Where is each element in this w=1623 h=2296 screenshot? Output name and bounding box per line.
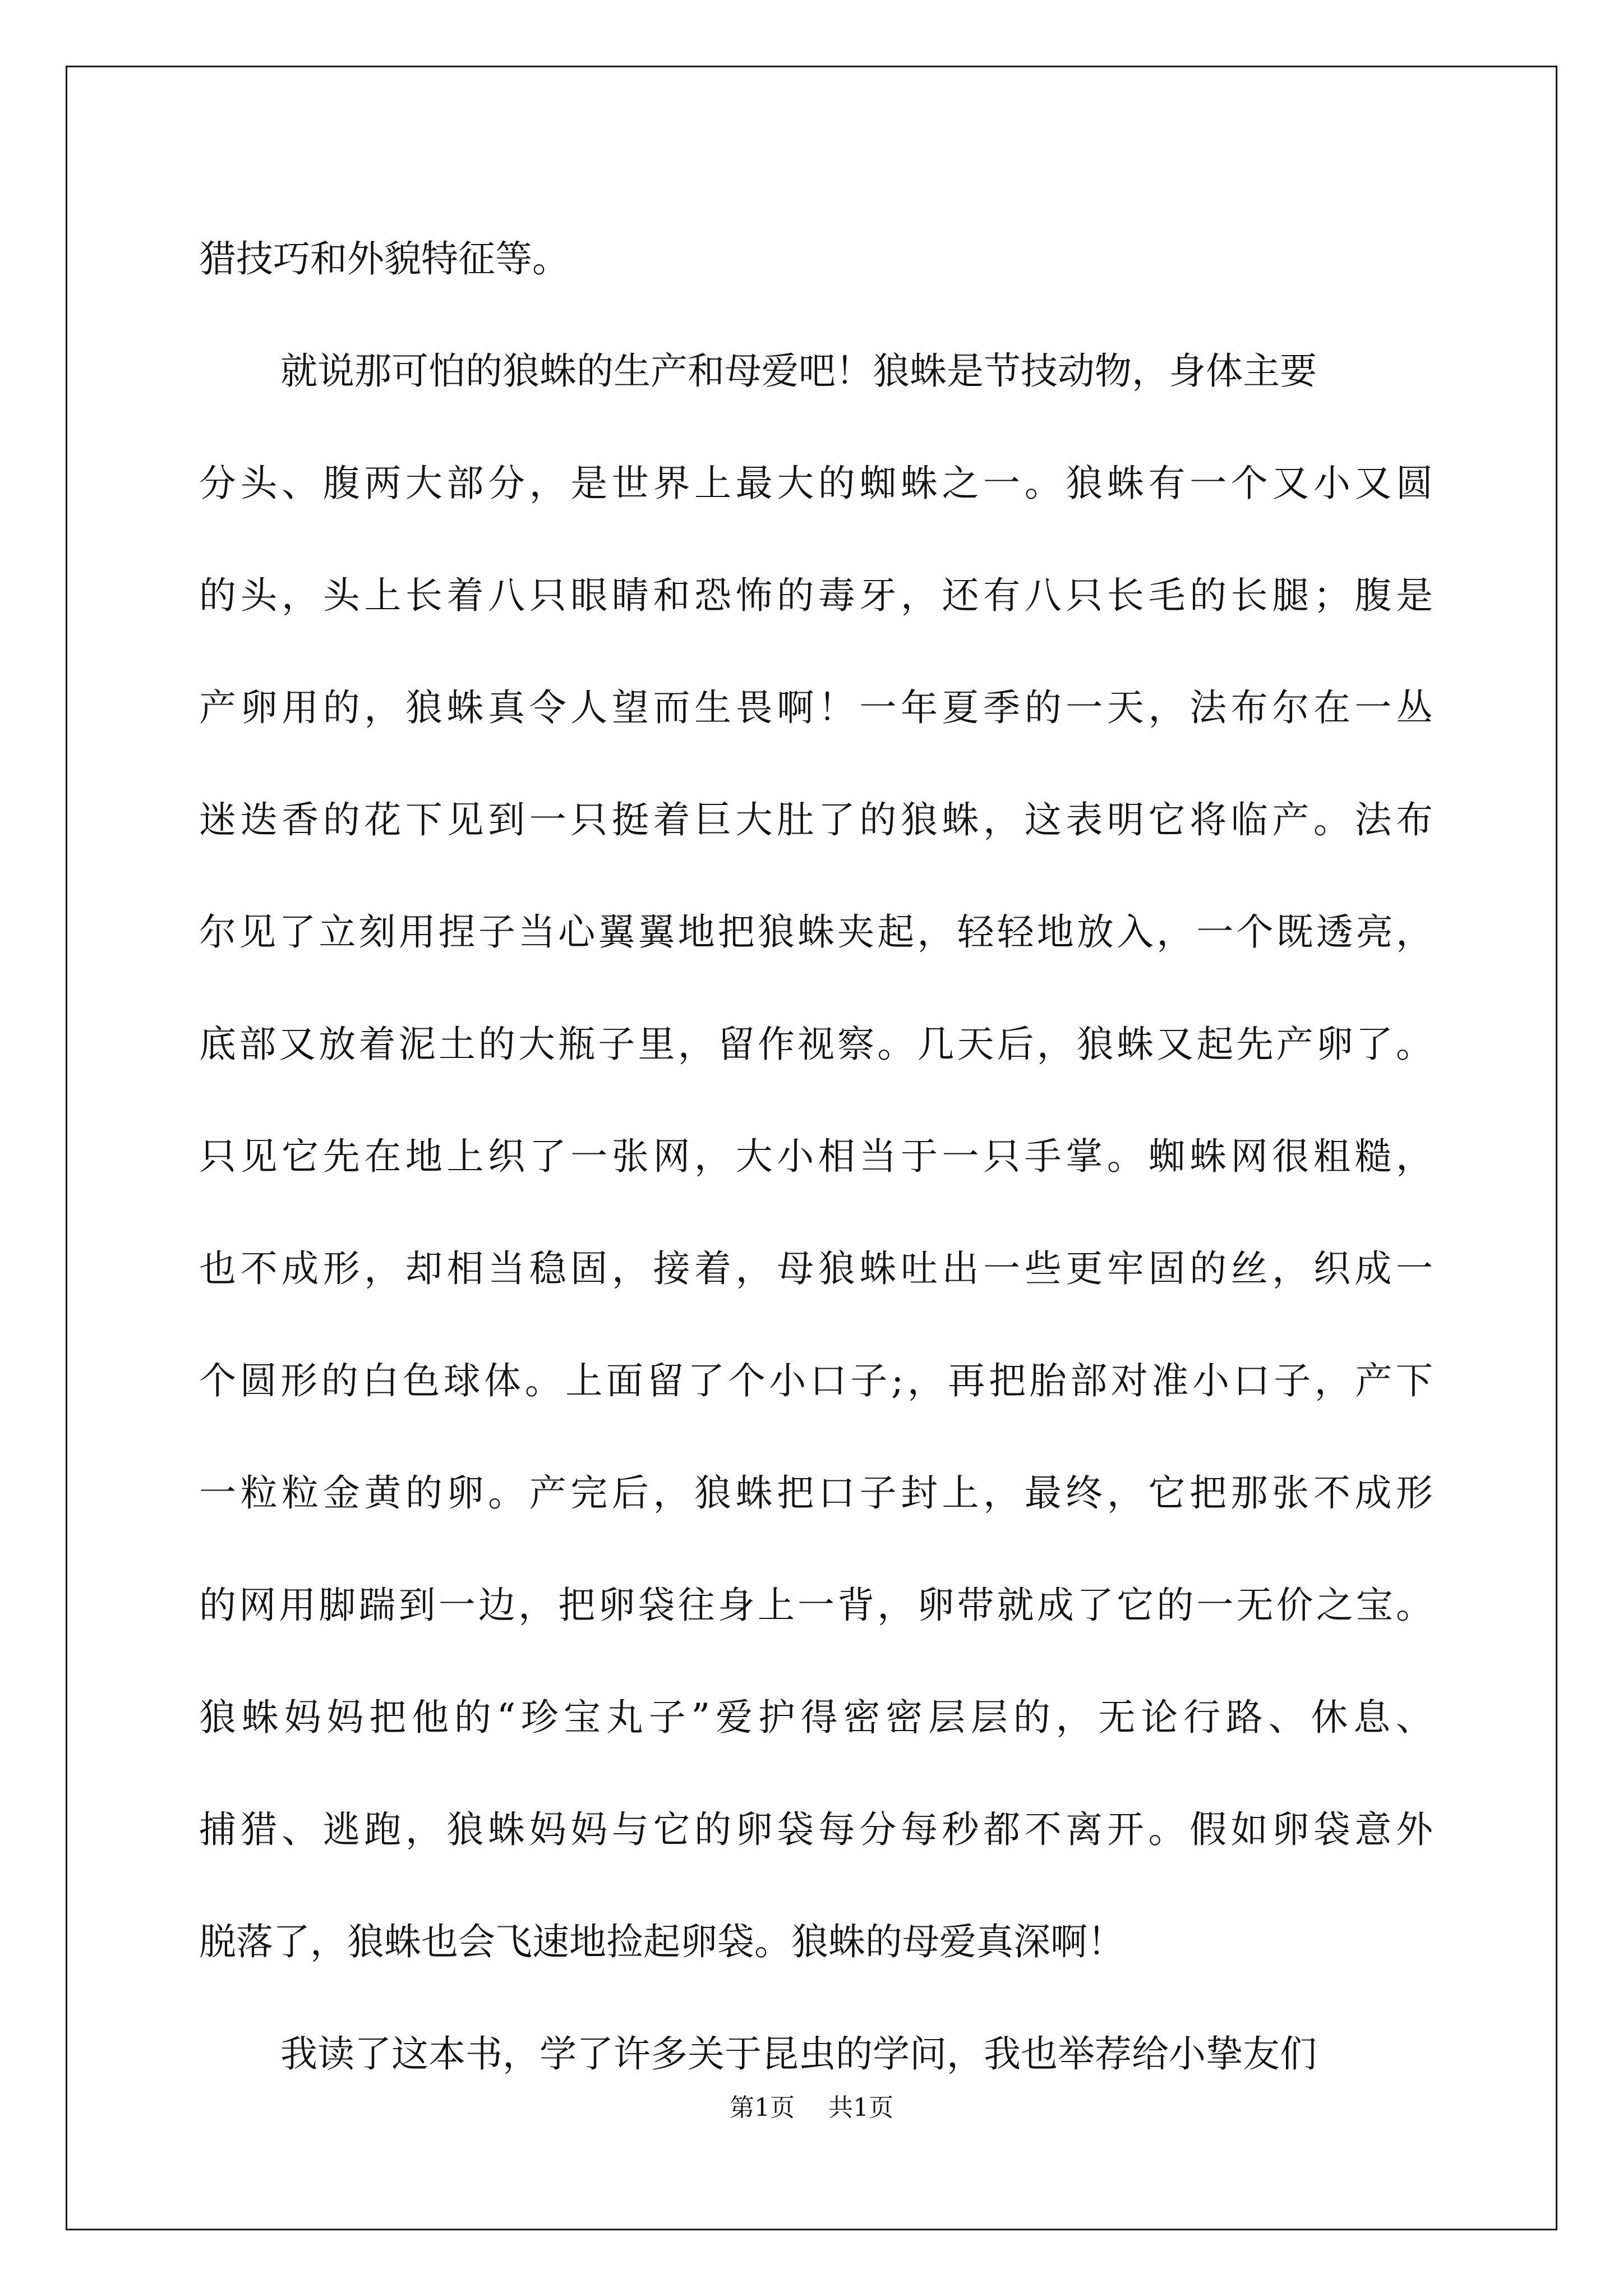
text-line: 狼蛛妈妈把他的“珍宝丸子”爱护得密密层层的，无论行路、休息、 <box>199 1696 1433 1739</box>
text-line: 产卵用的，狼蛛真令人望而生畏啊！一年夏季的一天，法布尔在一丛 <box>199 686 1433 729</box>
text-line: 只见它先在地上织了一张网，大小相当于一只手掌。蜘蛛网很粗糙， <box>199 1135 1433 1178</box>
text-line: 就说那可怕的狼蛛的生产和母爱吧！狼蛛是节技动物，身体主要 <box>280 349 1317 393</box>
text-line: 分头、腹两大部分，是世界上最大的蜘蛛之一。狼蛛有一个又小又圆 <box>199 462 1433 505</box>
text-line: 一粒粒金黄的卵。产完后，狼蛛把口子封上，最终，它把那张不成形 <box>199 1471 1433 1515</box>
document-body <box>199 203 1433 2110</box>
text-line: 的网用脚踹到一边，把卵袋往身上一背，卵带就成了它的一无价之宝。 <box>199 1584 1433 1627</box>
text-line: 猎技巧和外貌特征等。 <box>199 237 569 280</box>
page-footer <box>0 2091 1623 2125</box>
page-total: 共1页 <box>828 2093 893 2122</box>
text-line: 我读了这本书，学了许多关于昆虫的学问，我也举荐给小挚友们 <box>280 2032 1317 2076</box>
text-line: 尔见了立刻用捏子当心翼翼地把狼蛛夹起，轻轻地放入，一个既透亮， <box>199 910 1433 954</box>
text-line: 的头，头上长着八只眼睛和恐怖的毒牙，还有八只长毛的长腿；腹是 <box>199 574 1433 617</box>
text-line: 底部又放着泥土的大瓶子里，留作视察。几天后，狼蛛又起先产卵了。 <box>199 1023 1433 1066</box>
text-line: 迷迭香的花下见到一只挺着巨大肚了的狼蛛，这表明它将临产。法布 <box>199 798 1433 841</box>
text-line: 捕猎、逃跑，狼蛛妈妈与它的卵袋每分每秒都不离开。假如卵袋意外 <box>199 1808 1433 1851</box>
text-line: 脱落了，狼蛛也会飞速地捡起卵袋。狼蛛的母爱真深啊！ <box>199 1920 1124 1963</box>
text-line: 个圆形的白色球体。上面留了个小口子;，再把胎部对准小口子，产下 <box>199 1359 1433 1402</box>
text-line: 也不成形，却相当稳固，接着，母狼蛛吐出一些更牢固的丝，织成一 <box>199 1247 1433 1290</box>
page-number: 第1页 <box>730 2093 795 2122</box>
